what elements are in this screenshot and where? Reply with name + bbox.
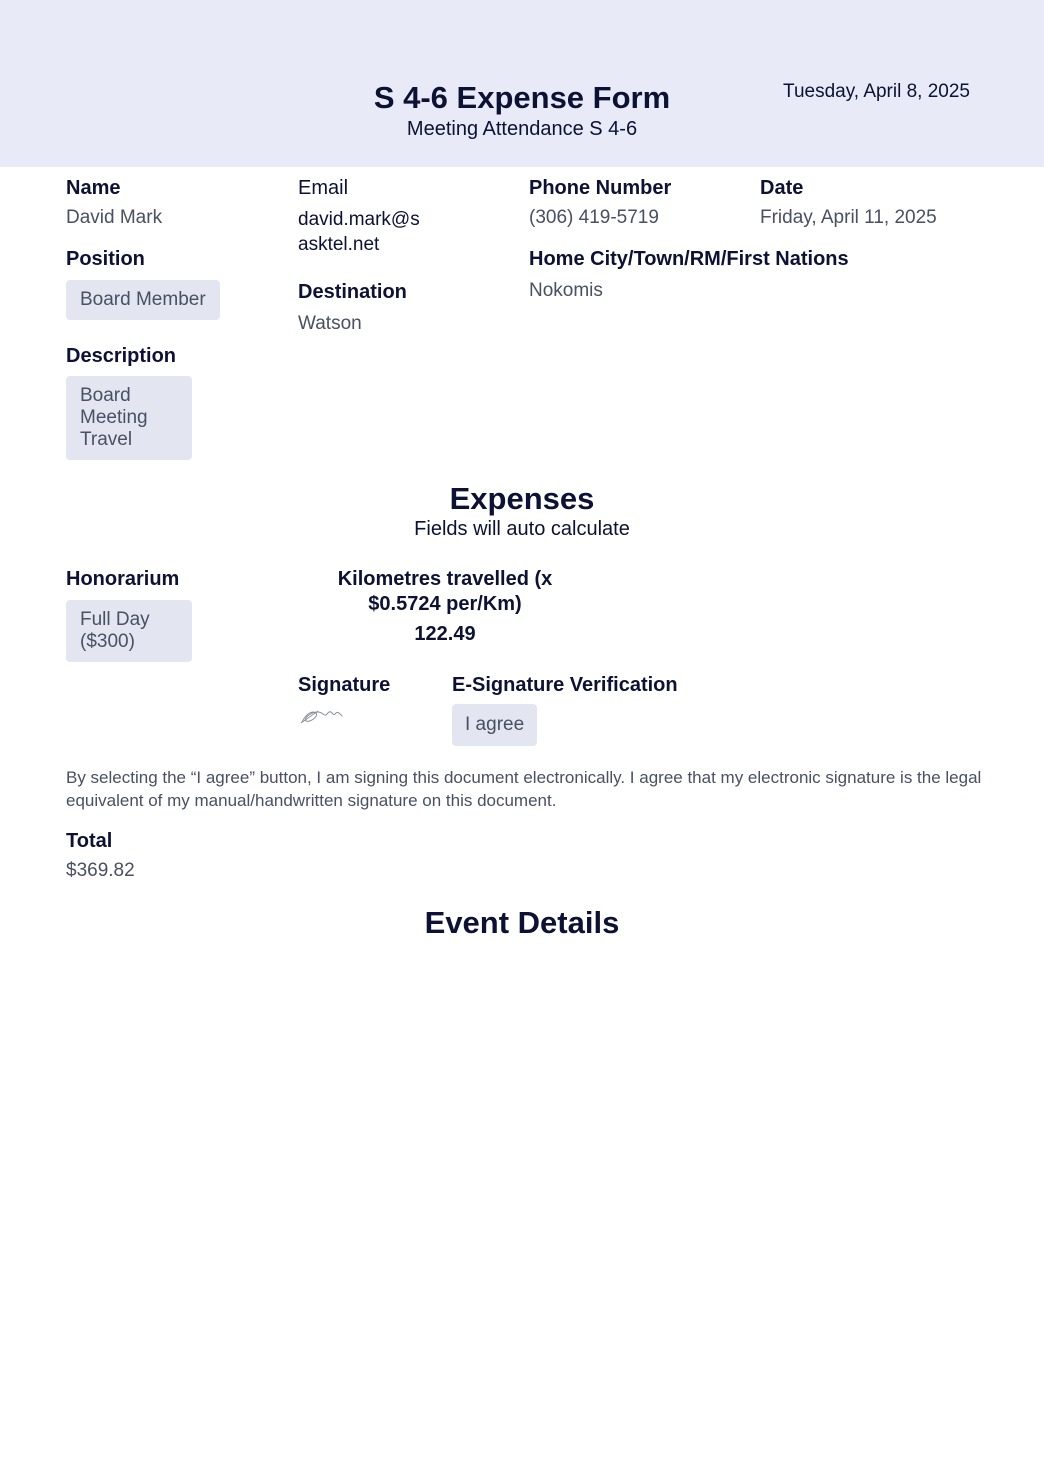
esig-disclaimer: By selecting the “I agree” button, I am signing this document electronically. I agree that my electronic signature is the legal equivalent of my manual/handwritten signature on this document.	[66, 768, 982, 810]
position-chip: Board Member	[66, 280, 220, 320]
destination-label: Destination	[298, 281, 407, 303]
km-label	[320, 567, 570, 617]
description-line2: Meeting	[80, 407, 148, 428]
honorarium-line1: Full Day	[80, 609, 150, 630]
email-value-line1: david.mark@s	[298, 209, 420, 230]
email-label: Email	[298, 177, 349, 199]
total-value: $369.82	[66, 860, 135, 881]
event-details-title: Event Details	[424, 905, 620, 940]
destination-value: Watson	[298, 313, 362, 334]
phone-value: (306) 419-5719	[529, 207, 659, 228]
description-line3: Travel	[80, 429, 133, 450]
signature-label: Signature	[298, 674, 391, 696]
email-value-line2: asktel.net	[298, 234, 380, 255]
i-agree-button[interactable]: I agree	[452, 704, 537, 746]
total-label: Total	[66, 830, 113, 852]
honorarium-chip	[66, 600, 192, 662]
home-label: Home City/Town/RM/First Nations	[529, 248, 849, 270]
name-value: David Mark	[66, 207, 163, 228]
km-label-line2: $0.5724 per/Km)	[368, 593, 522, 615]
header-date: Tuesday, April 8, 2025	[783, 81, 970, 102]
signature-mark	[298, 704, 346, 726]
form-header	[0, 0, 1044, 167]
date-value: Friday, April 11, 2025	[760, 207, 937, 228]
description-label: Description	[66, 345, 177, 367]
email-value	[298, 207, 420, 257]
km-value: 122.49	[414, 623, 476, 645]
esig-label: E-Signature Verification	[452, 674, 678, 696]
honorarium-label: Honorarium	[66, 568, 180, 590]
km-label-line1: Kilometres travelled (x	[337, 568, 553, 590]
honorarium-line2: ($300)	[80, 631, 135, 652]
home-value: Nokomis	[529, 280, 603, 301]
phone-label: Phone Number	[529, 177, 672, 199]
description-chip	[66, 376, 192, 460]
name-label: Name	[66, 177, 121, 199]
position-label: Position	[66, 248, 145, 270]
form-title: S 4-6 Expense Form	[373, 80, 671, 115]
form-subtitle: Meeting Attendance S 4-6	[406, 118, 638, 140]
expenses-title: Expenses	[449, 481, 595, 516]
expenses-subtitle: Fields will auto calculate	[414, 518, 630, 540]
date-label: Date	[760, 177, 804, 199]
description-line1: Board	[80, 385, 131, 406]
